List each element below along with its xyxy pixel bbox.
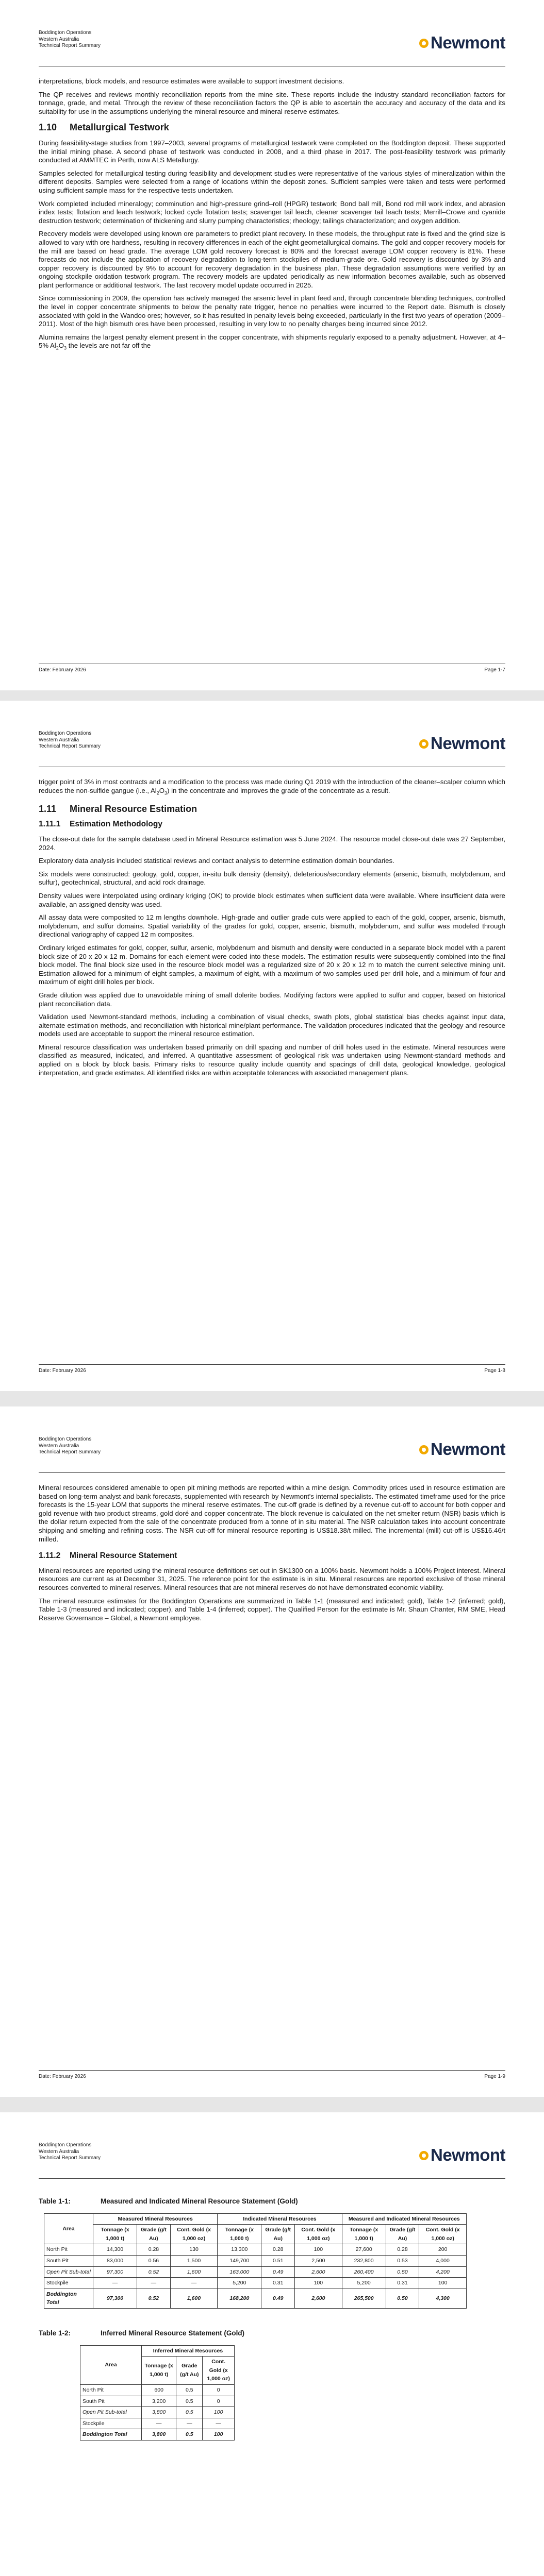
page-header xyxy=(39,30,505,66)
cell-value: 260,400 xyxy=(342,2266,386,2278)
cell-value: 100 xyxy=(203,2407,235,2418)
header-location: Western Australia xyxy=(39,1443,79,1449)
cell-value: 4,200 xyxy=(419,2266,467,2278)
cell-value: 5,200 xyxy=(342,2278,386,2289)
header-operation: Boddington Operations xyxy=(39,2142,92,2148)
table-row xyxy=(44,2289,467,2308)
column-header: Cont. Gold (x 1,000 oz) xyxy=(203,2357,235,2385)
cell-value: — xyxy=(203,2418,235,2429)
page-body xyxy=(39,1484,505,1627)
cell-value: 83,000 xyxy=(93,2255,137,2266)
page-number: Page 1-8 xyxy=(484,1368,505,1374)
cell-value: 0.5 xyxy=(176,2396,203,2407)
column-header: Tonnage (x 1,000 t) xyxy=(218,2225,261,2244)
paragraph: Exploratory data analysis included statistical reviews and contact analysis to determine estimation domain boundaries. xyxy=(39,857,394,865)
paragraph: Density values were interpolated using ordinary kriging (OK) to provide block estimates when sufficient data were available. Where insufficient data were available, an assigned density was used. xyxy=(39,891,505,908)
header-operation: Boddington Operations xyxy=(39,1436,92,1442)
page-header xyxy=(39,2142,505,2179)
paragraph: Mineral resources are reported using the mineral resource definitions set out in SK1300 on a 100% basis. Newmont holds a 100% Project interest. Mineral resources are current as at December 31, 2025. The reference point for the estimate is in situ. Mineral resources are reported exclusive of those mineral resources converted to mineral reserves. Mineral resources that are not mineral reserves do not have demonstrated economic viability. xyxy=(39,1566,505,1591)
paragraph: The close-out date for the sample database used in Mineral Resource estimation was 5 June 2024. The resource model close-out date was 27 September, 2024. xyxy=(39,835,505,852)
cell-value: 3,800 xyxy=(142,2407,176,2418)
document-page-3 xyxy=(0,1406,544,2097)
header-report-type: Technical Report Summary xyxy=(39,743,101,749)
cell-area: Boddington Total xyxy=(80,2429,142,2441)
cell-value: 0 xyxy=(203,2384,235,2396)
header-text xyxy=(39,731,101,750)
cell-value: 265,500 xyxy=(342,2289,386,2308)
cell-value: 232,800 xyxy=(342,2255,386,2266)
group-header: Measured Mineral Resources xyxy=(93,2213,218,2225)
cell-value: 14,300 xyxy=(93,2244,137,2256)
cell-value: 0.5 xyxy=(176,2384,203,2396)
page-header xyxy=(39,1436,505,1473)
document-page-2 xyxy=(0,701,544,1391)
column-header: Grade (g/t Au) xyxy=(176,2357,203,2385)
cell-value: — xyxy=(93,2278,137,2289)
paragraph: Samples selected for metallurgical testing during feasibility and development studies were representative of the various styles of mineralization within the different deposits. Samples were selected from a range of locations within the deposit zones. Sufficient samples were taken and tests were performed using sufficient sample mass for the respective tests undertaken. xyxy=(39,169,505,194)
table-row xyxy=(80,2396,235,2407)
paragraph: Work completed included mineralogy; comminution and high-pressure grind–roll (HPGR) testwork; Bond ball mill, Bond rod mill work index, and abrasion index tests; flotation and leach testwork; locked cycle flotation tests; scavenger tail leach, cleaner scavenger tail leach tests; Merrill–Crowe and cyanide destruction testwork; determination of thickening and slurry pumping characteristics; rheology; tailings characterization; and oxygen addition. xyxy=(39,199,505,225)
cell-value: 0.52 xyxy=(137,2289,171,2308)
page-body xyxy=(39,2197,505,2441)
cell-value: 0.52 xyxy=(137,2266,171,2278)
column-header: Grade (g/t Au) xyxy=(137,2225,171,2244)
cell-area: Stockpile xyxy=(80,2418,142,2429)
cell-value: 149,700 xyxy=(218,2255,261,2266)
cell-value: 163,000 xyxy=(218,2266,261,2278)
footer-date: Date: February 2026 xyxy=(39,667,86,673)
cell-value: 97,300 xyxy=(93,2289,137,2308)
inferred-resource-table-gold xyxy=(80,2345,235,2441)
paragraph: Six models were constructed: geology, gold, copper, in-situ bulk density (density), deleterious/secondary elements (arsenic, bismuth, molybdenum, and sulfur), geotechnical, structural, and acid rock drainage. xyxy=(39,870,505,887)
group-header: Inferred Mineral Resources xyxy=(142,2345,235,2357)
header-location: Western Australia xyxy=(39,2148,79,2155)
newmont-logo: Newmont xyxy=(418,1439,505,1459)
page-footer xyxy=(39,1364,505,1374)
cell-value: 3,800 xyxy=(142,2429,176,2441)
document-page-4 xyxy=(0,2112,544,2576)
cell-value: 3,200 xyxy=(142,2396,176,2407)
header-operation: Boddington Operations xyxy=(39,30,92,36)
page-number: Page 1-9 xyxy=(484,2074,505,2079)
header-location: Western Australia xyxy=(39,36,79,42)
column-header: Cont. Gold (x 1,000 oz) xyxy=(419,2225,467,2244)
cell-value: 0.28 xyxy=(137,2244,171,2256)
footer-date: Date: February 2026 xyxy=(39,2074,86,2079)
cell-area: Boddington Total xyxy=(44,2289,93,2308)
header-report-type: Technical Report Summary xyxy=(39,1449,101,1455)
cell-value: 2,500 xyxy=(295,2255,342,2266)
table-row xyxy=(44,2244,467,2256)
group-header: Measured and Indicated Mineral Resources xyxy=(342,2213,466,2225)
subsection-heading: 1.11.2 Mineral Resource Statement xyxy=(39,1551,177,1561)
cell-value: 5,200 xyxy=(218,2278,261,2289)
table-row xyxy=(44,2278,467,2289)
mi-resource-table-gold xyxy=(44,2213,467,2309)
header-report-type: Technical Report Summary xyxy=(39,2155,101,2161)
cell-value: 0.5 xyxy=(176,2429,203,2441)
paragraph: Ordinary kriged estimates for gold, copper, sulfur, arsenic, molybdenum and bismuth and density were conducted in a separate block model with a parent block size of 20 x 20 x 12 m. Domains for each element were coded into these models. The estimation results were subsequently combined into the final block model. The final block size used in the resource block model was a regularized size of 20 x 20 x 12 m to match the current selective mining unit. Estimation allowed for a minimum of eight samples, a maximum of eight, with a maximum of two samples used per drill hole, and a minimum of four and maximum of eight drill holes per block. xyxy=(39,943,505,986)
cell-value: 130 xyxy=(170,2244,218,2256)
cell-value: 100 xyxy=(295,2244,342,2256)
page-body xyxy=(39,77,505,358)
cell-value: 100 xyxy=(295,2278,342,2289)
table-caption: Table 1-1: Measured and Indicated Mineral Resource Statement (Gold) xyxy=(39,2197,298,2205)
group-header: Indicated Mineral Resources xyxy=(218,2213,342,2225)
paragraph: Mineral resource classification was undertaken based primarily on drill spacing and number of drill holes used in the estimate. Mineral resources were classified as measured, indicated, and inferred. A quantitative assessment of geological risk was undertaken using Newmont-standard methods and applied on a block by block basis. Primary risks to resource quality include quantity and spacings of drill data, geological knowledge, geological interpretation, and grade estimates. All identified risks are within acceptable tolerances with associated management plans. xyxy=(39,1043,505,1077)
cell-value: 1,600 xyxy=(170,2266,218,2278)
cell-value: 27,600 xyxy=(342,2244,386,2256)
cell-value: 0.5 xyxy=(176,2407,203,2418)
cell-value: 0.50 xyxy=(386,2266,419,2278)
paragraph: The QP receives and reviews monthly reconciliation reports from the mine site. These reports include the industry standard reconciliation factors for tonnage, grade, and metal. Through the review of these reconciliation factors the QP is able to ascertain the accuracy and accuracy of the data and its suitability for use in the assumptions underlying the mineral resource and mineral reserve estimates. xyxy=(39,90,505,115)
cell-value: — xyxy=(176,2418,203,2429)
cell-value: 0.28 xyxy=(386,2244,419,2256)
page-number: Page 1-7 xyxy=(484,667,505,673)
newmont-logo: Newmont xyxy=(418,2145,505,2165)
column-header: Tonnage (x 1,000 t) xyxy=(142,2357,176,2385)
cell-value: 100 xyxy=(203,2429,235,2441)
header-text xyxy=(39,1436,101,1456)
cell-value: 0.50 xyxy=(386,2289,419,2308)
paragraph: interpretations, block models, and resource estimates were available to support investment decisions. xyxy=(39,77,344,85)
table-body xyxy=(80,2384,235,2440)
paragraph: Mineral resources considered amenable to open pit mining methods are reported within a mine design. Commodity prices used in resource estimation are based on long-term analyst and bank forecasts, supplemented with research by Newmont's internal specialists. The estimated timeframe used for the price forecasts is the 15-year LOM that supports the mineral reserve estimates. The cut-off grade is defined by a revenue cut-off to account for both copper and gold revenue with two product streams, gold doré and copper concentrate. The block revenue is calculated on the net smelter return (NSR) basis which is the dollar return expected from the sale of the concentrate produced from a tonne of in situ material. The NSR calculation takes into account concentrate shipping and smelting and refining costs. The NSR cut-off for mineral resource reporting is US$18.38/t milled. The incremental (mill) cut-off is US$16.46/t milled. xyxy=(39,1484,505,1543)
cell-value: 2,600 xyxy=(295,2289,342,2308)
header-report-type: Technical Report Summary xyxy=(39,43,101,48)
cell-value: 0.49 xyxy=(261,2289,295,2308)
cell-area: South Pit xyxy=(44,2255,93,2266)
table-row xyxy=(44,2255,467,2266)
table-row xyxy=(80,2429,235,2441)
paragraph: Since commissioning in 2009, the operation has actively managed the arsenic level in plant feed and, through concentrate blending techniques, controlled the level in copper concentrate shipments to below the penalty rate trigger, hence no penalties were incurred to the Report date. Bismuth is closely associated with gold in the Wandoo ores; however, so it has resulted in penalty levels being exceeded, particularly in the first two years of operation (2009–2011). Most of the high bismuth ores have been processed, resulting in very low to no penalty charges being incurred since 2012. xyxy=(39,294,505,328)
cell-value: — xyxy=(137,2278,171,2289)
paragraph: The mineral resource estimates for the Boddington Operations are summarized in Table 1-1 (measured and indicated; gold), Table 1-2 (inferred; gold), Table 1-3 (measured and indicated; copper), and Table 1-4 (inferred; copper). The Qualified Person for the estimate is Mr. Shaun Chanter, RM SME, Head Reserve Governance – Global, a Newmont employee. xyxy=(39,1597,505,1622)
subsection-heading: 1.11.1 Estimation Methodology xyxy=(39,820,162,829)
cell-value: — xyxy=(142,2418,176,2429)
cell-area: Open Pit Sub-total xyxy=(44,2266,93,2278)
logo-sun-icon xyxy=(418,738,430,750)
cell-value: 168,200 xyxy=(218,2289,261,2308)
cell-value: 0.31 xyxy=(386,2278,419,2289)
cell-value: 1,500 xyxy=(170,2255,218,2266)
paragraph: Grade dilution was applied due to unavoidable mining of small dolerite bodies. Modifying factors were applied to sulfur and copper, based on historical plant reconciliation data. xyxy=(39,991,505,1008)
table-row xyxy=(44,2266,467,2278)
cell-value: 4,000 xyxy=(419,2255,467,2266)
paragraph: All assay data were composited to 12 m lengths downhole. High-grade and outlier grade cuts were applied to each of the gold, copper, arsenic, bismuth, molybdenum, and sulfur domains. Spatial variability of the grades for gold, copper, arsenic, bismuth, molybdenum, and sulfur was modeled through directional variography of capped 12 m composites. xyxy=(39,913,505,939)
page-header xyxy=(39,731,505,767)
cell-value: 4,300 xyxy=(419,2289,467,2308)
column-header: Grade (g/t Au) xyxy=(261,2225,295,2244)
cell-area: Stockpile xyxy=(44,2278,93,2289)
cell-value: — xyxy=(170,2278,218,2289)
page-body xyxy=(39,778,505,1082)
page-footer xyxy=(39,664,505,673)
cell-value: 0 xyxy=(203,2396,235,2407)
column-header: Tonnage (x 1,000 t) xyxy=(342,2225,386,2244)
header-text xyxy=(39,30,101,49)
header-operation: Boddington Operations xyxy=(39,731,92,736)
cell-value: 2,600 xyxy=(295,2266,342,2278)
cell-value: 0.31 xyxy=(261,2278,295,2289)
footer-date: Date: February 2026 xyxy=(39,1368,86,1374)
cell-value: 0.51 xyxy=(261,2255,295,2266)
table-caption: Table 1-2: Inferred Mineral Resource Statement (Gold) xyxy=(39,2329,245,2337)
table-row xyxy=(80,2407,235,2418)
cell-value: 0.49 xyxy=(261,2266,295,2278)
logo-sun-icon xyxy=(418,38,430,49)
cell-area: South Pit xyxy=(80,2396,142,2407)
paragraph: Recovery models were developed using known ore parameters to predict plant recovery. In these models, the throughput rate is fixed and the grind size is allowed to vary with ore hardness, resulting in recovery differences in each of the eight geometallurgical domains. The gold and copper recovery models for the mill are based on head grade. The average LOM gold recovery forecast is 80% and the forecast average LOM copper recovery is 81%. These forecasts do not include the application of recovery degradation to long-term stockpiles of medium-grade ore. Gold recovery is discounted by 3% and copper recovery is discounted by 9% to account for recovery degradation in the business plan. These degradation assumptions were verified by an ongoing stockpile oxidation testwork program. The recovery models are updated periodically as new information becomes available, such as observed plant performance or additional testwork. The last recovery model update occurred in 2025. xyxy=(39,230,505,289)
table-body xyxy=(44,2244,467,2309)
column-header: Grade (g/t Au) xyxy=(386,2225,419,2244)
table-row xyxy=(80,2384,235,2396)
paragraph: Alumina remains the largest penalty element present in the copper concentrate, with shipments regularly exposed to a penalty adjustment. However, at 4–5% $Al_2O_3$ the levels are not far off the xyxy=(39,333,505,351)
cell-value: 97,300 xyxy=(93,2266,137,2278)
cell-area: North Pit xyxy=(80,2384,142,2396)
cell-value: 100 xyxy=(419,2278,467,2289)
page-footer xyxy=(39,2070,505,2079)
section-heading: 1.10 Metallurgical Testwork xyxy=(39,122,169,133)
paragraph: During feasibility-stage studies from 1997–2003, several programs of metallurgical testwork were completed on the Boddington deposit. These supported the initial mining phase. A second phase of testwork was conducted in 2008, and a third phase in 2017. The post-feasibility testwork was primarily conducted at AMMTEC in Perth, now ALS Metallurgy. xyxy=(39,139,505,164)
column-header: Cont. Gold (x 1,000 oz) xyxy=(170,2225,218,2244)
cell-area: North Pit xyxy=(44,2244,93,2256)
cell-value: 13,300 xyxy=(218,2244,261,2256)
cell-value: 0.53 xyxy=(386,2255,419,2266)
column-header: Tonnage (x 1,000 t) xyxy=(93,2225,137,2244)
column-header: Cont. Gold (x 1,000 oz) xyxy=(295,2225,342,2244)
cell-area: Open Pit Sub-total xyxy=(80,2407,142,2418)
newmont-logo: Newmont xyxy=(418,33,505,53)
cell-value: 0.28 xyxy=(261,2244,295,2256)
document-page-1 xyxy=(0,0,544,690)
cell-value: 200 xyxy=(419,2244,467,2256)
cell-value: 1,600 xyxy=(170,2289,218,2308)
newmont-logo: Newmont xyxy=(418,734,505,753)
column-header-area: Area xyxy=(44,2213,93,2244)
cell-value: 0.56 xyxy=(137,2255,171,2266)
paragraph: trigger point of 3% in most contracts and a modification to the process was made during Q1 2019 with the introduction of the cleaner–scalper column which reduces the non-sulfide gangue (i.e., $Al_2O_3$) in the concentrate and improves the grade of the concentrate as a result. xyxy=(39,778,505,796)
logo-sun-icon xyxy=(418,2150,430,2161)
header-location: Western Australia xyxy=(39,737,79,743)
column-header-area: Area xyxy=(80,2345,142,2384)
section-heading: 1.11 Mineral Resource Estimation xyxy=(39,803,197,814)
header-text xyxy=(39,2142,101,2162)
cell-value: 600 xyxy=(142,2384,176,2396)
table-row xyxy=(80,2418,235,2429)
logo-sun-icon xyxy=(418,1444,430,1455)
paragraph: Validation used Newmont-standard methods, including a combination of visual checks, swath plots, global statistical bias checks against input data, alternate estimation methods, and reconciliation with historical mine/plant performance. The validation procedures indicated that the geology and resource models used are acceptable to support the mineral resource estimation. xyxy=(39,1013,505,1038)
